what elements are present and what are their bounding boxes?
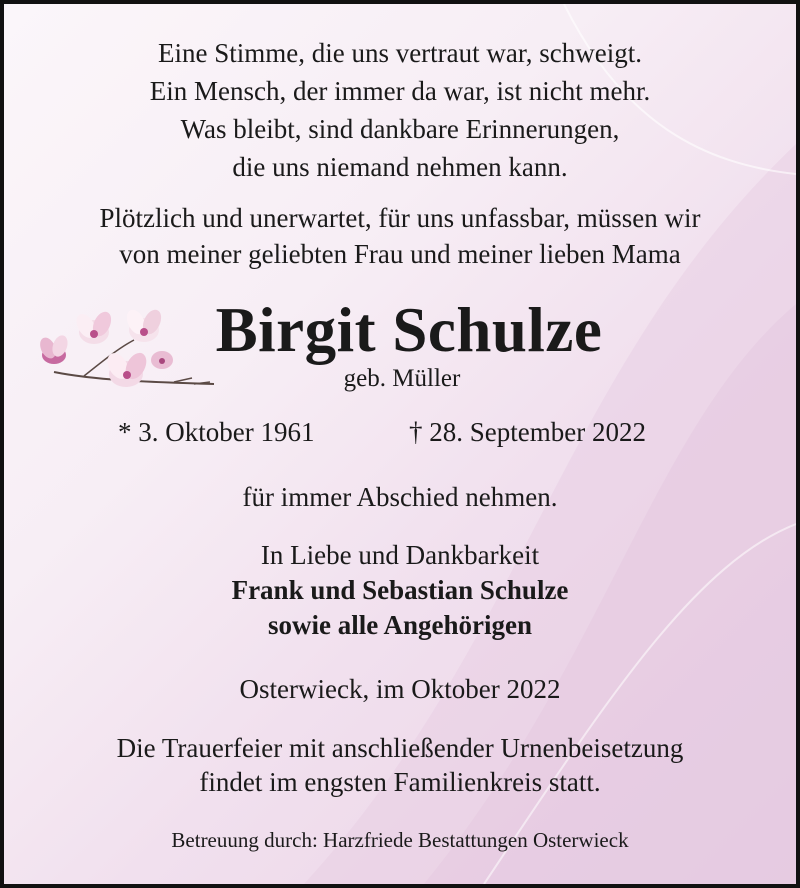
- deceased-name: Birgit Schulze: [215, 295, 603, 365]
- announcement-intro: [4, 200, 796, 272]
- service-note: [4, 731, 796, 799]
- verse-line: die uns niemand nehmen kann.: [232, 152, 568, 182]
- service-line: Die Trauerfeier mit anschließender Urnenbeisetzung: [116, 733, 684, 763]
- verse-line: Was bleibt, sind dankbare Erinnerungen,: [180, 114, 620, 144]
- birth-date: * 3. Oktober 1961: [118, 417, 315, 447]
- intro-line: von meiner geliebten Frau und meiner lieben Mama: [119, 239, 681, 269]
- mourner-line: Frank und Sebastian Schulze: [231, 575, 569, 605]
- verse-line: Ein Mensch, der immer da war, ist nicht mehr.: [149, 76, 651, 106]
- funeral-home-credit: Betreuung durch: Harzfriede Bestattungen Osterwieck: [171, 828, 629, 852]
- service-line: findet im engsten Familienkreis statt.: [199, 767, 601, 797]
- maiden-name: geb. Müller: [343, 365, 461, 392]
- verse-line: Eine Stimme, die uns vertraut war, schweigt.: [157, 38, 643, 68]
- death-date: † 28. September 2022: [409, 417, 646, 447]
- farewell-text: für immer Abschied nehmen.: [242, 482, 558, 512]
- signoff-intro: In Liebe und Dankbarkeit: [260, 540, 540, 570]
- mourner-line: sowie alle Angehörigen: [268, 610, 532, 640]
- life-dates: [4, 414, 796, 450]
- place-and-date: Osterwieck, im Oktober 2022: [239, 674, 561, 704]
- memorial-verse: [4, 34, 796, 186]
- mourners-signoff: [4, 538, 796, 643]
- intro-line: Plötzlich und unerwartet, für uns unfassbar, müssen wir: [99, 203, 701, 233]
